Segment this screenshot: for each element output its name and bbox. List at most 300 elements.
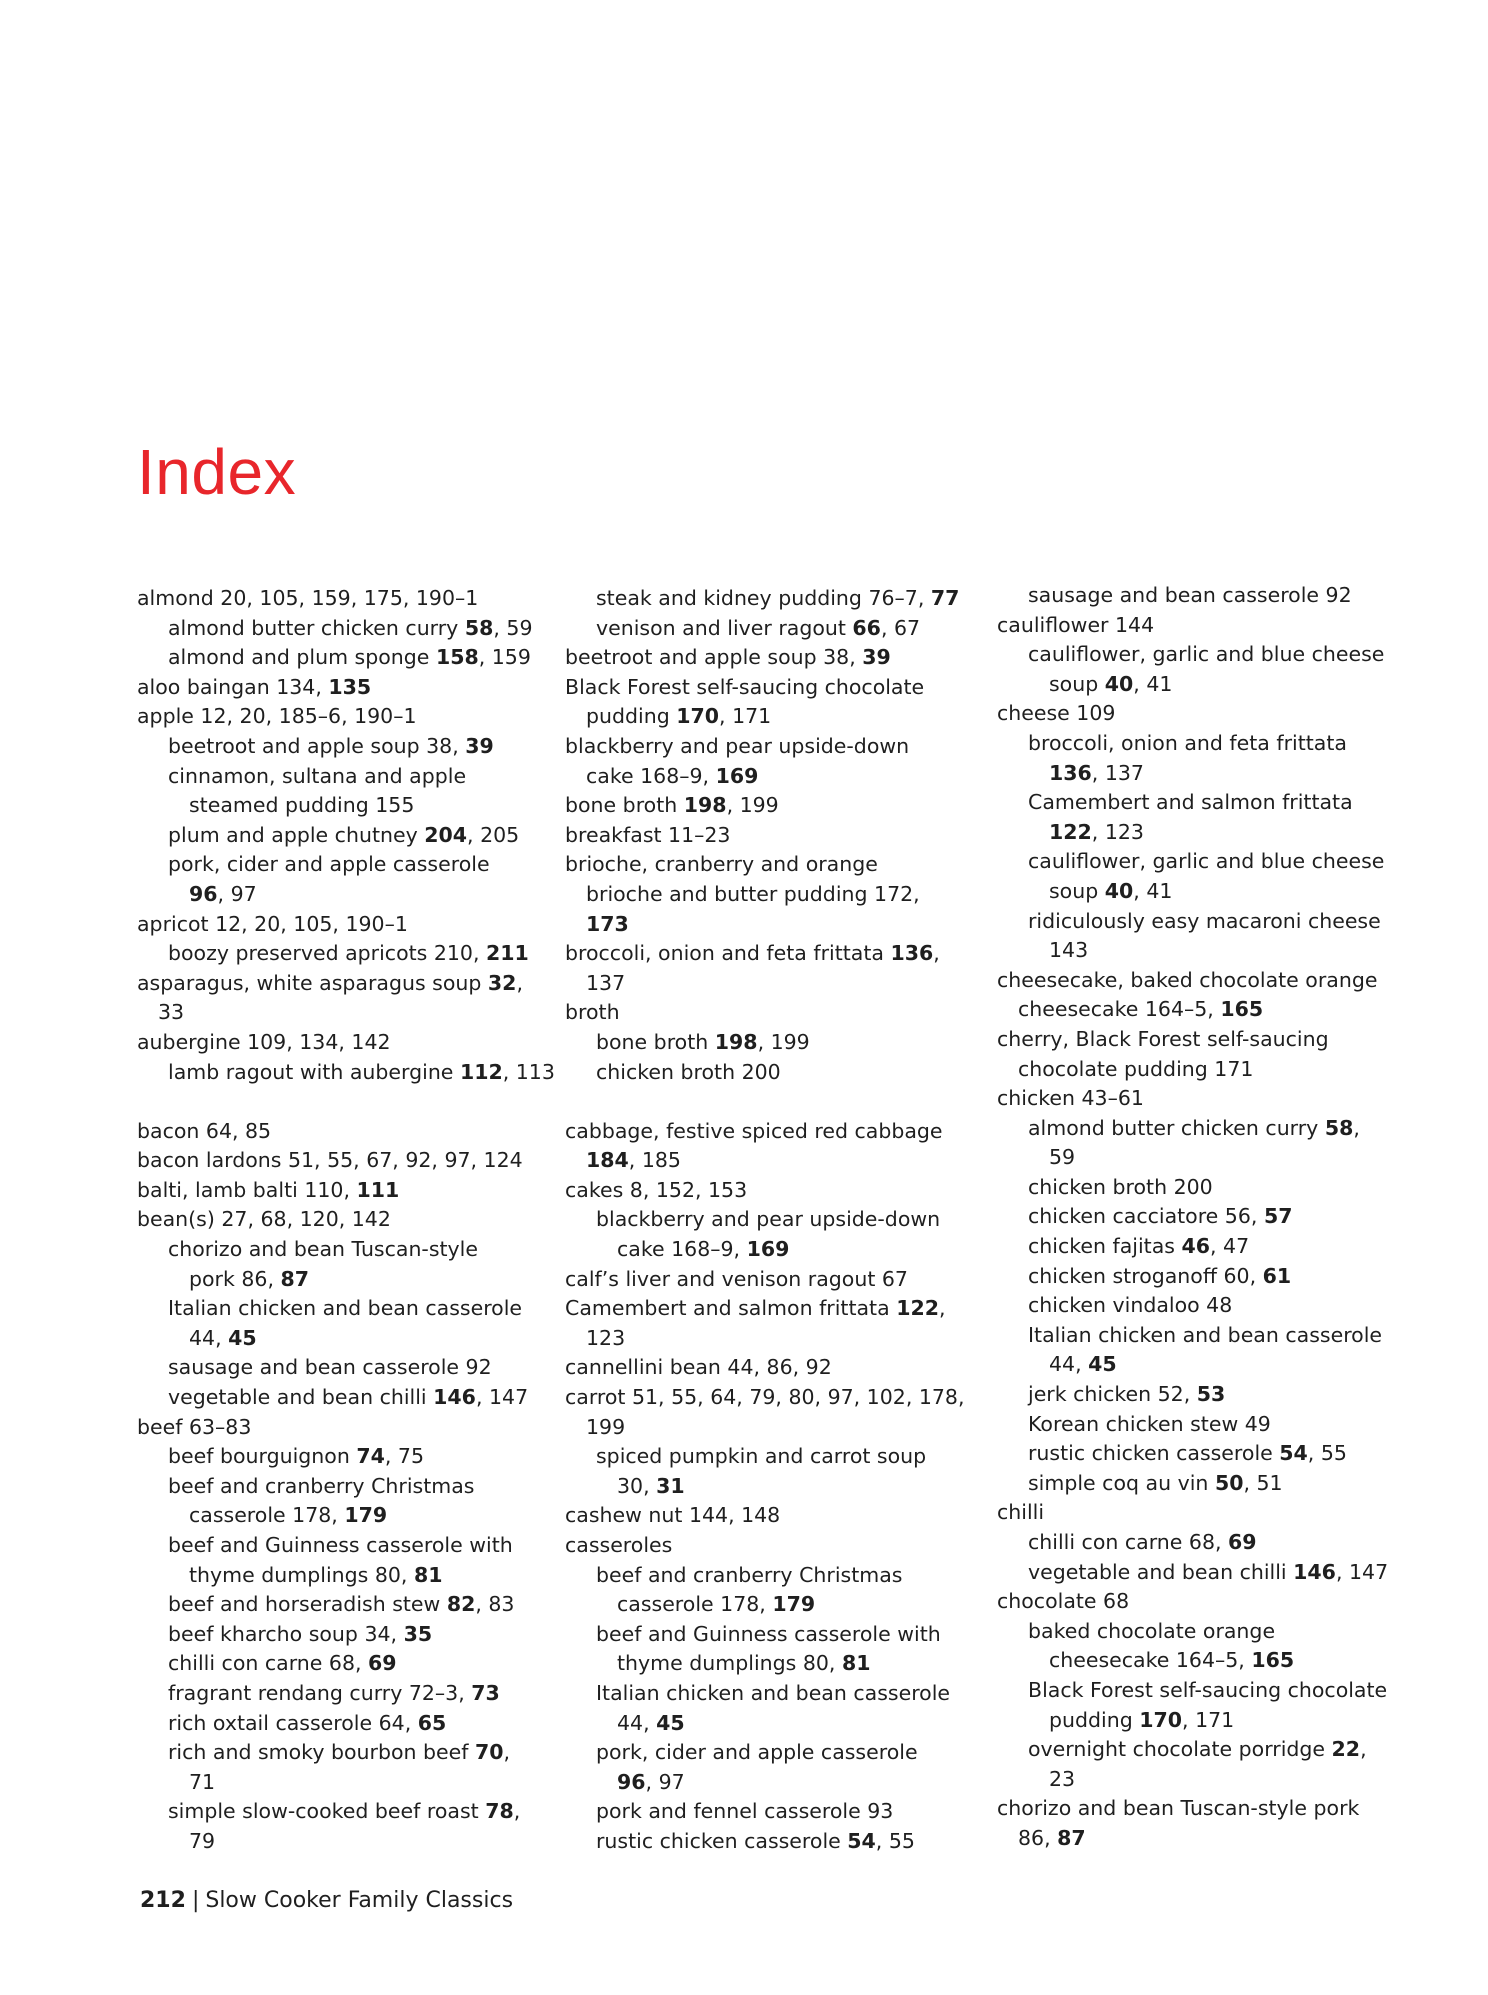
entry-text: , 185 <box>628 1148 681 1173</box>
bold-page-ref: 46 <box>1181 1234 1210 1259</box>
index-entry <box>565 1176 985 1206</box>
bold-page-ref: 32 <box>487 970 517 995</box>
bold-page-ref: 165 <box>1220 997 1264 1022</box>
entry-text: rich oxtail casserole 64, <box>168 1710 418 1735</box>
index-subentry <box>997 1173 1417 1203</box>
entry-text: , 55 <box>875 1828 915 1853</box>
bold-page-ref: 170 <box>676 704 720 729</box>
bold-page-ref: 211 <box>486 941 529 966</box>
index-subentry <box>997 788 1417 818</box>
entry-text: bean(s) 27, 68, 120, 142 <box>137 1207 391 1232</box>
index-subentry <box>997 1143 1417 1173</box>
entry-text: , 83 <box>475 1592 515 1617</box>
entry-text: fragrant rendang curry 72–3, <box>168 1680 472 1705</box>
bold-page-ref: 45 <box>1088 1352 1117 1377</box>
index-subentry <box>997 1824 1417 1854</box>
entry-text: balti, lamb balti 110, <box>137 1177 357 1202</box>
entry-text: broth <box>565 1000 620 1025</box>
index-subentry <box>565 702 985 732</box>
index-entry <box>565 939 985 969</box>
bold-page-ref: 58 <box>1324 1115 1354 1140</box>
index-entry <box>997 966 1417 996</box>
entry-text: , 147 <box>475 1385 529 1410</box>
entry-text: brioche, cranberry and orange <box>565 852 878 877</box>
entry-text: broccoli, onion and feta frittata <box>565 941 891 966</box>
entry-text: , 67 <box>880 615 921 640</box>
bold-page-ref: 179 <box>344 1503 388 1528</box>
entry-text: 44, <box>189 1325 229 1350</box>
entry-text: , <box>1360 1737 1367 1762</box>
entry-text: , <box>1353 1115 1360 1140</box>
entry-text: almond butter chicken curry <box>1028 1115 1325 1140</box>
index-entry <box>565 1353 985 1383</box>
index-entry <box>137 1205 557 1235</box>
index-subentry <box>137 1324 557 1354</box>
entry-text: beef and horseradish stew <box>168 1592 447 1617</box>
entry-text: chilli <box>997 1500 1045 1525</box>
entry-text: chocolate 68 <box>997 1589 1130 1614</box>
entry-text: chicken broth 200 <box>1028 1174 1213 1199</box>
bold-page-ref: 136 <box>1049 760 1092 785</box>
index-subentry <box>565 1738 985 1768</box>
entry-text: apricot 12, 20, 105, 190–1 <box>137 911 408 936</box>
entry-text: chilli con carne 68, <box>1028 1530 1229 1554</box>
entry-text: aloo baingan 134, <box>137 674 329 699</box>
entry-text: aubergine 109, 134, 142 <box>137 1029 391 1054</box>
bold-page-ref: 198 <box>714 1029 758 1054</box>
entry-text: , <box>513 1799 521 1824</box>
entry-text: chorizo and bean Tuscan-style <box>168 1237 478 1262</box>
bold-page-ref: 35 <box>403 1621 433 1646</box>
entry-text: , 171 <box>719 704 772 729</box>
index-subentry <box>565 762 985 792</box>
bold-page-ref: 96 <box>189 881 218 906</box>
index-subentry <box>565 584 985 614</box>
index-subentry <box>997 1676 1417 1706</box>
entry-text: overnight chocolate porridge <box>1028 1737 1332 1762</box>
entry-text: cauliflower 144 <box>997 612 1155 637</box>
index-entry <box>137 1028 557 1058</box>
index-subentry <box>137 791 557 821</box>
entry-text: chicken stroganoff 60, <box>1028 1263 1263 1288</box>
bold-page-ref: 169 <box>746 1237 790 1262</box>
entry-text: venison and liver ragout <box>596 615 853 640</box>
bold-page-ref: 78 <box>485 1799 514 1824</box>
index-subentry <box>137 1531 557 1561</box>
bold-page-ref: 58 <box>464 615 494 640</box>
index-subentry <box>565 1561 985 1591</box>
index-subentry <box>565 1146 985 1176</box>
entry-text: , 113 <box>502 1059 555 1084</box>
entry-text: Black Forest self-saucing chocolate <box>1028 1677 1388 1702</box>
entry-text: lamb ragout with aubergine <box>168 1059 460 1084</box>
index-subentry <box>137 1058 557 1088</box>
index-subentry <box>565 1413 985 1443</box>
entry-text: steamed pudding 155 <box>189 793 415 818</box>
entry-text: pork, cider and apple casserole <box>596 1740 918 1765</box>
index-subentry <box>137 821 557 851</box>
entry-text: , 147 <box>1335 1559 1389 1584</box>
entry-text: soup <box>1049 671 1105 696</box>
index-entry <box>137 702 557 732</box>
entry-text: Italian chicken and bean casserole <box>596 1680 951 1705</box>
entry-text: broccoli, onion and feta frittata <box>1028 730 1347 755</box>
footer-separator: | <box>191 1888 200 1913</box>
entry-text: bone broth <box>565 793 684 818</box>
entry-text: cakes 8, 152, 153 <box>565 1177 748 1202</box>
entry-gap <box>565 1087 985 1117</box>
bold-page-ref: 169 <box>715 763 759 788</box>
index-entry <box>997 1587 1417 1617</box>
index-entry <box>137 1146 557 1176</box>
entry-text: cauliflower, garlic and blue cheese <box>1028 642 1385 667</box>
bold-page-ref: 54 <box>847 1828 876 1853</box>
entry-text: , 75 <box>384 1444 424 1469</box>
entry-text: bacon 64, 85 <box>137 1118 272 1143</box>
index-entry <box>997 611 1417 641</box>
index-subentry <box>137 1383 557 1413</box>
index-entry <box>565 1531 985 1561</box>
entry-text: sausage and bean casserole 92 <box>1028 583 1352 607</box>
entry-text: bacon lardons 51, 55, 67, 92, 97, 124 <box>137 1148 523 1173</box>
index-subentry <box>997 936 1417 966</box>
entry-text: , <box>516 970 523 995</box>
index-subentry <box>997 1735 1417 1765</box>
entry-text: 123 <box>586 1325 626 1350</box>
index-subentry <box>137 732 557 762</box>
index-subentry <box>565 1679 985 1709</box>
index-entry <box>565 643 985 673</box>
index-subentry <box>565 1205 985 1235</box>
bold-page-ref: 40 <box>1104 878 1134 903</box>
page-title: Index <box>137 436 297 508</box>
entry-text: beef 63–83 <box>137 1414 252 1439</box>
index-subentry <box>997 581 1417 611</box>
index-entry <box>565 850 985 880</box>
entry-text: thyme dumplings 80, <box>617 1651 842 1676</box>
bold-page-ref: 65 <box>417 1710 447 1735</box>
entry-text: , 47 <box>1210 1234 1250 1259</box>
bold-page-ref: 184 <box>586 1148 629 1173</box>
index-subentry <box>137 1235 557 1265</box>
bold-page-ref: 173 <box>586 911 629 936</box>
entry-text: , 199 <box>726 793 779 818</box>
index-subentry <box>997 670 1417 700</box>
entry-text: soup <box>1049 878 1105 903</box>
bold-page-ref: 70 <box>474 1740 504 1765</box>
entry-text: chilli con carne 68, <box>168 1651 369 1676</box>
index-entry <box>997 1794 1417 1824</box>
bold-page-ref: 45 <box>228 1325 257 1350</box>
entry-text: 44, <box>1049 1352 1089 1377</box>
bold-page-ref: 136 <box>890 941 934 966</box>
entry-text: , 97 <box>645 1769 685 1794</box>
index-subentry <box>997 1350 1417 1380</box>
entry-text: cherry, Black Forest self-saucing <box>997 1026 1329 1051</box>
index-subentry <box>997 877 1417 907</box>
entry-text: pudding <box>586 704 677 729</box>
bold-page-ref: 53 <box>1196 1382 1226 1407</box>
bold-page-ref: 198 <box>683 793 727 818</box>
entry-text: chicken 43–61 <box>997 1086 1144 1111</box>
index-entry <box>997 699 1417 729</box>
entry-text: 44, <box>617 1710 657 1735</box>
entry-text: cabbage, festive spiced red cabbage <box>565 1118 943 1143</box>
entry-text: Camembert and salmon frittata <box>565 1296 897 1321</box>
entry-text: breakfast 11–23 <box>565 822 731 847</box>
entry-text: simple slow-cooked beef roast <box>168 1799 486 1824</box>
entry-text: Italian chicken and bean casserole <box>1028 1322 1383 1347</box>
index-entry <box>565 821 985 851</box>
entry-text: sausage and bean casserole 92 <box>168 1355 492 1380</box>
index-entry <box>997 1025 1417 1055</box>
bold-page-ref: 61 <box>1262 1263 1292 1288</box>
index-entry <box>565 673 985 703</box>
index-subentry <box>997 847 1417 877</box>
bold-page-ref: 165 <box>1251 1648 1295 1673</box>
index-subentry <box>997 640 1417 670</box>
entry-text: baked chocolate orange <box>1028 1618 1276 1643</box>
entry-text: bone broth <box>596 1029 715 1054</box>
bold-page-ref: 81 <box>413 1562 443 1587</box>
entry-text: pudding <box>1049 1707 1140 1732</box>
index-subentry <box>997 995 1417 1025</box>
index-subentry <box>137 1590 557 1620</box>
entry-text: carrot 51, 55, 64, 79, 80, 97, 102, 178, <box>565 1385 965 1410</box>
index-entry <box>565 1294 985 1324</box>
bold-page-ref: 45 <box>656 1710 685 1735</box>
index-subentry <box>997 1380 1417 1410</box>
entry-text: cheesecake 164–5, <box>1018 997 1221 1022</box>
entry-text: rustic chicken casserole <box>1028 1441 1280 1466</box>
index-subentry <box>997 1055 1417 1085</box>
entry-text: vegetable and bean chilli <box>168 1385 434 1410</box>
entry-text: 23 <box>1049 1766 1076 1791</box>
index-entry <box>137 910 557 940</box>
index-subentry <box>137 1709 557 1739</box>
bold-page-ref: 50 <box>1214 1470 1244 1495</box>
bold-page-ref: 179 <box>772 1592 816 1617</box>
entry-text: , 171 <box>1182 1707 1235 1732</box>
bold-page-ref: 87 <box>1057 1825 1086 1850</box>
entry-text: almond butter chicken curry <box>168 615 465 640</box>
bold-page-ref: 122 <box>896 1296 939 1321</box>
bold-page-ref: 31 <box>656 1473 685 1498</box>
bold-page-ref: 77 <box>930 586 960 610</box>
bold-page-ref: 170 <box>1139 1707 1183 1732</box>
index-subentry <box>137 1620 557 1650</box>
entry-text: chicken fajitas <box>1028 1234 1182 1259</box>
entry-text: , 55 <box>1307 1441 1347 1466</box>
entry-text: cheesecake, baked chocolate orange <box>997 967 1378 992</box>
index-subentry <box>137 1561 557 1591</box>
index-entry <box>565 998 985 1028</box>
index-subentry <box>997 1202 1417 1232</box>
index-subentry <box>565 1827 985 1857</box>
bold-page-ref: 146 <box>1293 1559 1336 1584</box>
entry-text: spiced pumpkin and carrot soup <box>596 1444 927 1469</box>
entry-text: , <box>503 1740 511 1765</box>
entry-text: cheese 109 <box>997 701 1116 726</box>
index-subentry <box>565 1620 985 1650</box>
entry-text: pork, cider and apple casserole <box>168 852 490 877</box>
index-subentry <box>997 1469 1417 1499</box>
index-subentry <box>997 759 1417 789</box>
entry-text: Black Forest self-saucing chocolate <box>565 674 925 699</box>
index-subentry <box>565 1442 985 1472</box>
entry-text: jerk chicken 52, <box>1028 1382 1197 1407</box>
bold-page-ref: 40 <box>1104 671 1134 696</box>
entry-text: steak and kidney pudding 76–7, <box>596 586 931 610</box>
index-subentry <box>565 1028 985 1058</box>
entry-text: pork and fennel casserole 93 <box>596 1799 894 1824</box>
entry-text: , <box>938 1296 946 1321</box>
bold-page-ref: 22 <box>1331 1737 1361 1762</box>
index-subentry <box>137 614 557 644</box>
entry-text: 143 <box>1049 938 1089 963</box>
index-subentry <box>997 1291 1417 1321</box>
bold-page-ref: 87 <box>280 1266 310 1291</box>
entry-text: beetroot and apple soup 38, <box>565 645 863 670</box>
entry-text: chorizo and bean Tuscan-style pork <box>997 1796 1360 1821</box>
index-subentry <box>997 1439 1417 1469</box>
entry-text: 59 <box>1049 1145 1076 1170</box>
index-entry <box>997 1498 1417 1528</box>
entry-text: calf’s liver and venison ragout 67 <box>565 1266 908 1291</box>
entry-text: beef and cranberry Christmas <box>168 1473 475 1498</box>
entry-text: pork 86, <box>189 1266 281 1291</box>
entry-text: Korean chicken stew 49 <box>1028 1411 1271 1436</box>
index-subentry <box>997 1528 1417 1558</box>
bold-page-ref: 54 <box>1279 1441 1308 1466</box>
entry-text: blackberry and pear upside-down <box>596 1207 941 1232</box>
entry-text: cinnamon, sultana and apple <box>168 763 467 788</box>
entry-text: beef bourguignon <box>168 1444 357 1469</box>
entry-text: Camembert and salmon frittata <box>1028 790 1353 815</box>
index-subentry <box>137 1738 557 1768</box>
entry-text: casserole 178, <box>617 1592 773 1617</box>
entry-text: thyme dumplings 80, <box>189 1562 414 1587</box>
index-entry <box>565 1383 985 1413</box>
index-subentry <box>997 1706 1417 1736</box>
bold-page-ref: 73 <box>471 1680 500 1705</box>
entry-text: chicken vindaloo 48 <box>1028 1293 1233 1318</box>
index-entry <box>565 1501 985 1531</box>
index-entry <box>565 1117 985 1147</box>
bold-page-ref: 74 <box>356 1444 385 1469</box>
entry-text: , 137 <box>1091 760 1144 785</box>
index-entry <box>137 673 557 703</box>
entry-text: , <box>933 941 940 966</box>
index-subentry <box>137 762 557 792</box>
index-subentry <box>565 1709 985 1739</box>
entry-text: , 199 <box>757 1029 810 1054</box>
entry-text: cannellini bean 44, 86, 92 <box>565 1355 832 1380</box>
index-subentry <box>997 818 1417 848</box>
entry-text: cake 168–9, <box>617 1237 747 1262</box>
bold-page-ref: 39 <box>862 645 891 670</box>
entry-text: rich and smoky bourbon beef <box>168 1740 475 1765</box>
bold-page-ref: 66 <box>852 615 881 640</box>
entry-text: , 205 <box>467 822 520 847</box>
index-column-3 <box>997 581 1417 1854</box>
index-subentry <box>997 1321 1417 1351</box>
index-subentry <box>997 1232 1417 1262</box>
entry-gap <box>137 1087 557 1117</box>
entry-text: chicken broth 200 <box>596 1059 781 1084</box>
index-subentry <box>997 1617 1417 1647</box>
index-subentry <box>137 1768 557 1798</box>
entry-text: almond 20, 105, 159, 175, 190–1 <box>137 586 479 610</box>
index-subentry <box>565 614 985 644</box>
index-subentry <box>997 729 1417 759</box>
index-subentry <box>565 969 985 999</box>
index-subentry <box>565 1797 985 1827</box>
entry-text: Italian chicken and bean casserole <box>168 1296 523 1321</box>
entry-text: brioche and butter pudding 172, <box>586 881 920 906</box>
index-subentry <box>137 1679 557 1709</box>
bold-page-ref: 146 <box>433 1385 476 1410</box>
index-subentry <box>997 1410 1417 1440</box>
index-subentry <box>137 643 557 673</box>
index-subentry <box>565 910 985 940</box>
index-subentry <box>997 1646 1417 1676</box>
index-subentry <box>137 1501 557 1531</box>
entry-text: , 123 <box>1091 819 1144 844</box>
bold-page-ref: 135 <box>328 674 372 699</box>
entry-text: 33 <box>158 1000 185 1025</box>
bold-page-ref: 204 <box>424 822 468 847</box>
index-subentry <box>137 1472 557 1502</box>
index-subentry <box>137 1827 557 1857</box>
entry-text: , 51 <box>1243 1470 1283 1495</box>
bold-page-ref: 39 <box>465 733 494 758</box>
index-subentry <box>565 1649 985 1679</box>
entry-text: simple coq au vin <box>1028 1470 1215 1495</box>
bold-page-ref: 122 <box>1049 819 1092 844</box>
index-subentry <box>565 880 985 910</box>
entry-text: 71 <box>189 1769 216 1794</box>
entry-text: boozy preserved apricots 210, <box>168 941 487 966</box>
index-subentry <box>137 1442 557 1472</box>
entry-text: beef and Guinness casserole with <box>596 1621 941 1646</box>
entry-text: cashew nut 144, 148 <box>565 1503 781 1528</box>
page-footer <box>140 1888 513 1913</box>
index-entry <box>565 1265 985 1295</box>
entry-text: , 59 <box>493 615 533 640</box>
entry-text: asparagus, white asparagus soup <box>137 970 488 995</box>
index-entry <box>137 969 557 999</box>
entry-text: beef and cranberry Christmas <box>596 1562 903 1587</box>
index-subentry <box>137 1353 557 1383</box>
entry-text: chocolate pudding 171 <box>1018 1056 1254 1081</box>
entry-text: rustic chicken casserole <box>596 1828 848 1853</box>
entry-text: 137 <box>586 970 626 995</box>
index-subentry <box>137 850 557 880</box>
index-entry <box>997 1084 1417 1114</box>
index-subentry <box>137 1797 557 1827</box>
entry-text: 30, <box>617 1473 657 1498</box>
bold-page-ref: 112 <box>459 1059 503 1084</box>
entry-text: , 41 <box>1133 878 1173 903</box>
index-subentry <box>137 998 557 1028</box>
index-subentry <box>997 1262 1417 1292</box>
entry-text: casseroles <box>565 1533 673 1557</box>
bold-page-ref: 57 <box>1263 1204 1293 1229</box>
index-subentry <box>137 880 557 910</box>
entry-text: cake 168–9, <box>586 763 716 788</box>
index-column-1 <box>137 584 557 1857</box>
